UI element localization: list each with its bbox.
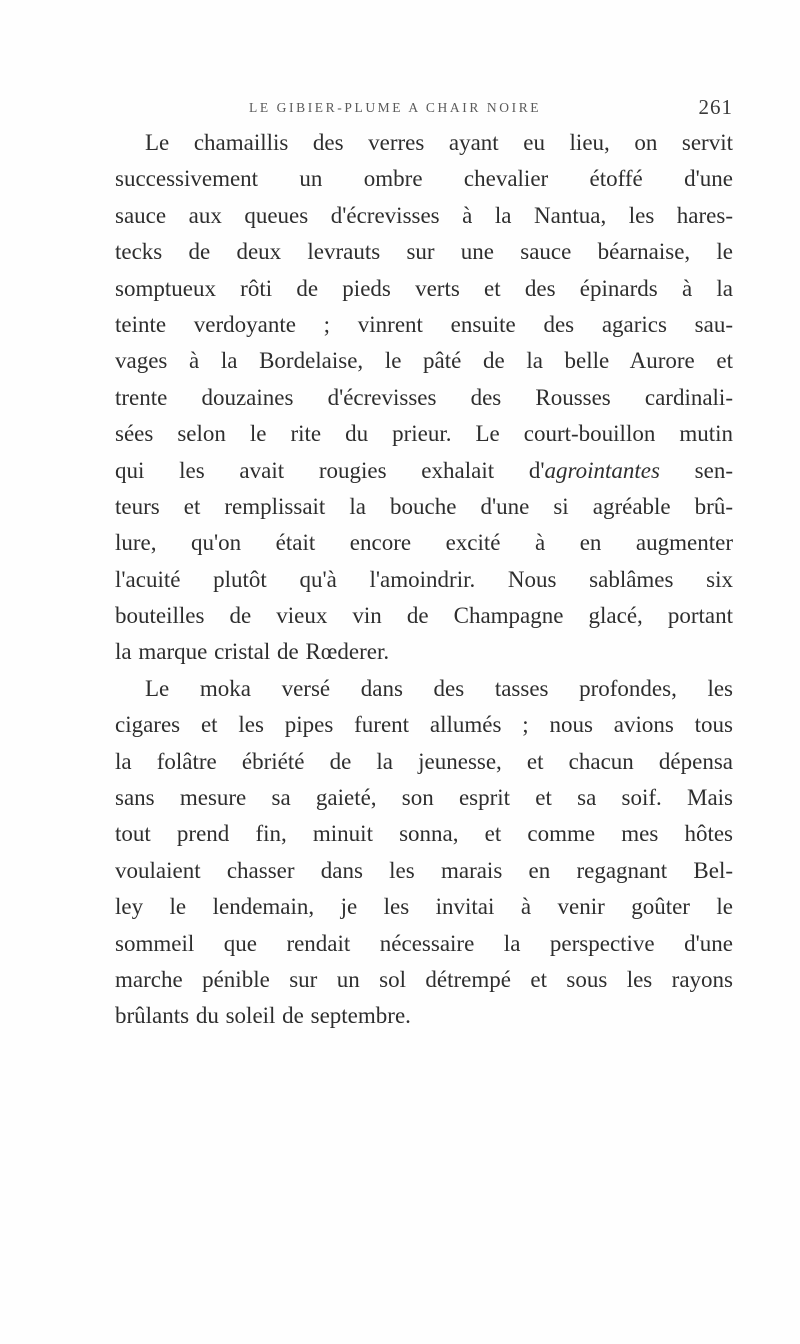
italic-word: agrointantes [544, 457, 660, 483]
text-line: la folâtre ébriété de la jeunesse, et chacun dépensa [115, 748, 733, 774]
text-line: vages à la Bordelaise, le pâté de la belle Aurore et [115, 348, 733, 374]
text-line: brûlants du soleil de septembre. [115, 1003, 411, 1029]
running-head [249, 95, 733, 120]
text-line: cigares et les pipes furent allumés ; nous avions tous [115, 712, 733, 738]
text-line: sauce aux queues d'écrevisses à la Nantua, les hares- [115, 202, 733, 228]
text-line: tout prend fin, minuit sonna, et comme mes hôtes [115, 821, 733, 847]
text-line: trente douzaines d'écrevisses des Rousses cardinali- [115, 384, 733, 410]
paragraph-1 [115, 125, 733, 671]
text-line: Le chamaillis des verres ayant eu lieu, on servit [145, 130, 733, 155]
text-line: la marque cristal de Rœderer. [115, 639, 390, 665]
text-line: lure, qu'on était encore excité à en augmenter [115, 530, 733, 556]
text-line: Le moka versé dans des tasses profondes, les [145, 675, 733, 701]
running-title: LE GIBIER-PLUME A CHAIR NOIRE [249, 100, 542, 115]
text-line: sans mesure sa gaieté, son esprit et sa soif. Mais [115, 785, 733, 811]
text-line: somptueux rôti de pieds verts et des épinards à la [115, 275, 733, 301]
text-line: sommeil que rendait nécessaire la perspective d'une [115, 930, 733, 956]
text-segment: qui les avait rougies exhalait d' [115, 457, 545, 483]
paragraph-2 [115, 671, 733, 1035]
text-line: bouteilles de vieux vin de Champagne glacé, portant [115, 603, 733, 629]
text-line: l'acuité plutôt qu'à l'amoindrir. Nous sablâmes six [115, 566, 733, 592]
text-line: teinte verdoyante ; vinrent ensuite des agarics sau- [115, 311, 733, 337]
text-line [115, 453, 733, 489]
text-line: marche pénible sur un sol détrempé et sous les rayons [115, 966, 733, 992]
text-line: tecks de deux levrauts sur une sauce béarnaise, le [115, 239, 733, 265]
text-line: voulaient chasser dans les marais en regagnant Bel- [115, 857, 733, 883]
text-segment: sen- [659, 457, 733, 483]
page-number: 261 [698, 95, 733, 119]
text-line: ley le lendemain, je les invitai à venir goûter le [115, 894, 733, 920]
text-line: successivement un ombre chevalier étoffé d'une [115, 166, 733, 192]
body-text [115, 125, 733, 1035]
text-line: teurs et remplissait la bouche d'une si agréable brû- [115, 493, 733, 519]
text-line: sées selon le rite du prieur. Le court-bouillon mutin [115, 421, 733, 447]
